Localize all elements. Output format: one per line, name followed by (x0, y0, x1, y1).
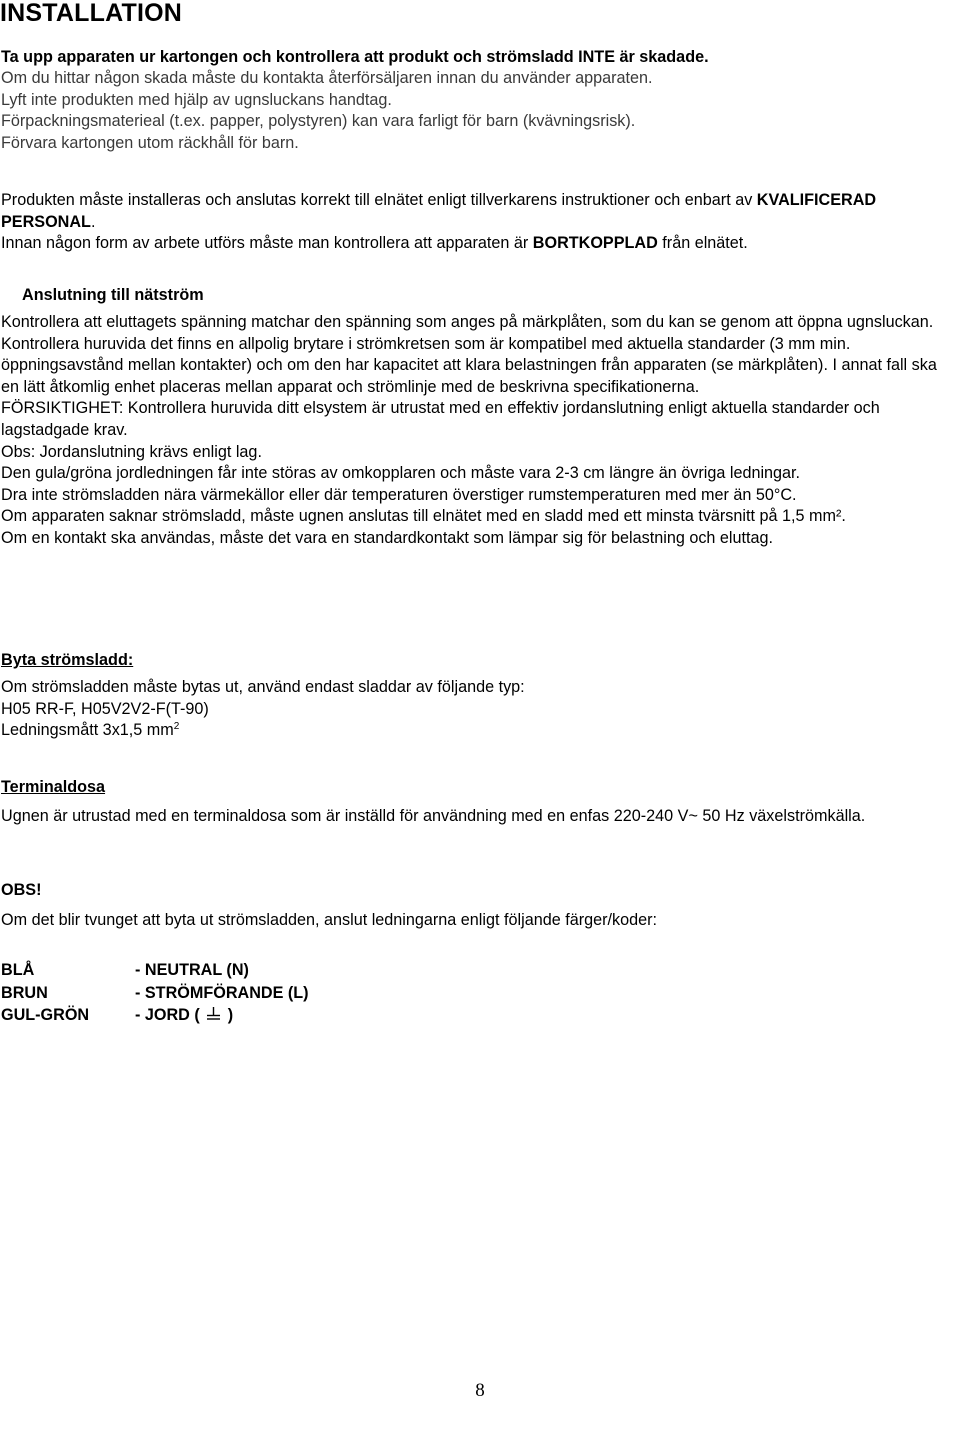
installation-paragraph: Produkten måste installeras och anslutas korrekt till elnätet enligt tillverkarens instruktioner och enbart av KVALIFICERAD PERSONAL. (1, 191, 877, 231)
intro-line: Om du hittar någon skada måste du kontakta återförsäljaren innan du använder apparaten. (1, 69, 653, 87)
intro-block (1, 47, 946, 69)
cable-type: H05 RR-F, H05V2V2-F(T-90) (1, 699, 209, 718)
wire-color: BLÅ (1, 961, 35, 979)
intro-line: Förvara kartongen utom räckhåll för barn. (1, 133, 299, 152)
mains-paragraph: Dra inte strömsladden nära värmekällor eller där temperaturen överstiger rumstemperaturen med mer än 50°C. (1, 485, 797, 504)
earth-ground-icon (206, 1006, 221, 1022)
mains-heading: Anslutning till nätström (22, 286, 204, 304)
wire-code: - NEUTRAL (N) (135, 961, 249, 979)
wire-color: BRUN (1, 983, 48, 1002)
disconnected-emphasis: BORTKOPPLAD (532, 234, 658, 253)
qualified-personnel: KVALIFICERAD PERSONAL (1, 191, 877, 231)
intro-line: Förpackningsmaterieal (t.ex. papper, polystyren) kan vara farligt för barn (kvävningsrisk). (1, 112, 636, 131)
mains-paragraph: Om en kontakt ska användas, måste det vara en standardkontakt som lämpar sig för belastning och eluttag. (1, 528, 774, 547)
cable-line: Om strömsladden måste bytas ut, använd endast sladdar av följande typ: (1, 678, 525, 696)
mains-section (1, 312, 946, 550)
cable-size: Ledningsmått 3x1,5 $mm^2$ (1, 721, 180, 740)
warning-text: Om det blir tvunget att byta ut strömsladden, anslut ledningarna enligt följande färger/koder: (1, 911, 657, 929)
intro-line: Ta upp apparaten ur kartongen och kontrollera att produkt och strömsladd INTE är skadade. (1, 48, 709, 66)
cable-section (1, 677, 946, 742)
wire-code: - JORD ( ) (135, 1006, 234, 1024)
intro-line: Lyft inte produkten med hjälp av ugnsluckans handtag. (1, 90, 392, 109)
wire-code: - STRÖMFÖRANDE (L) (135, 983, 309, 1002)
wire-row (1, 982, 309, 1005)
terminal-heading: Terminaldosa (1, 778, 106, 796)
mains-paragraph: Obs: Jordanslutning krävs enligt lag. (1, 442, 262, 461)
intro-warnings (1, 68, 946, 154)
cable-heading: Byta strömsladd: (1, 651, 134, 669)
wire-color-table (1, 959, 309, 1027)
warning-heading: OBS! (1, 881, 42, 899)
terminal-text: Ugnen är utrustad med en terminaldosa som är inställd för användning med en enfas 220-240 V~ 50 Hz växelströmkälla. (1, 807, 866, 825)
wire-row (1, 959, 309, 982)
page-title: INSTALLATION (0, 0, 183, 27)
wire-row (1, 1004, 309, 1027)
mains-paragraph: Kontrollera huruvida det finns en allpolig brytare i strömkretsen som är kompatibel med aktuella standarder (3 mm min. öppningsavstånd mellan kontakter) och om den har kapacitet att klara belastningen från apparaten (se märkplåten). I annat fall ska en lätt åtkomlig enhet placeras mellan apparat och strömlinje med de beskrivna specifikationerna. (1, 334, 937, 396)
disconnect-paragraph: Innan någon form av arbete utförs måste man kontrollera att apparaten är BORTKOPPLAD från elnätet. (1, 234, 748, 253)
page-number: 8 (475, 1380, 485, 1401)
mains-paragraph: Den gula/gröna jordledningen får inte störas av omkopplaren och måste vara 2-3 cm längre än övriga ledningar. (1, 464, 801, 483)
wire-color: GUL-GRÖN (1, 1006, 90, 1024)
mains-paragraph: Kontrollera att eluttagets spänning matchar den spänning som anges på märkplåten, som du kan se genom att öppna ugnsluckan. (1, 313, 934, 331)
installation-note (1, 190, 946, 255)
mains-paragraph: FÖRSIKTIGHET: Kontrollera huruvida ditt elsystem är utrustat med en effektiv jordanslutning enligt aktuella standarder och lagstadgade krav. (1, 399, 880, 439)
mains-paragraph: Om apparaten saknar strömsladd, måste ugnen anslutas till elnätet med en sladd med ett minsta tvärsnitt på 1,5 mm². (1, 507, 846, 526)
